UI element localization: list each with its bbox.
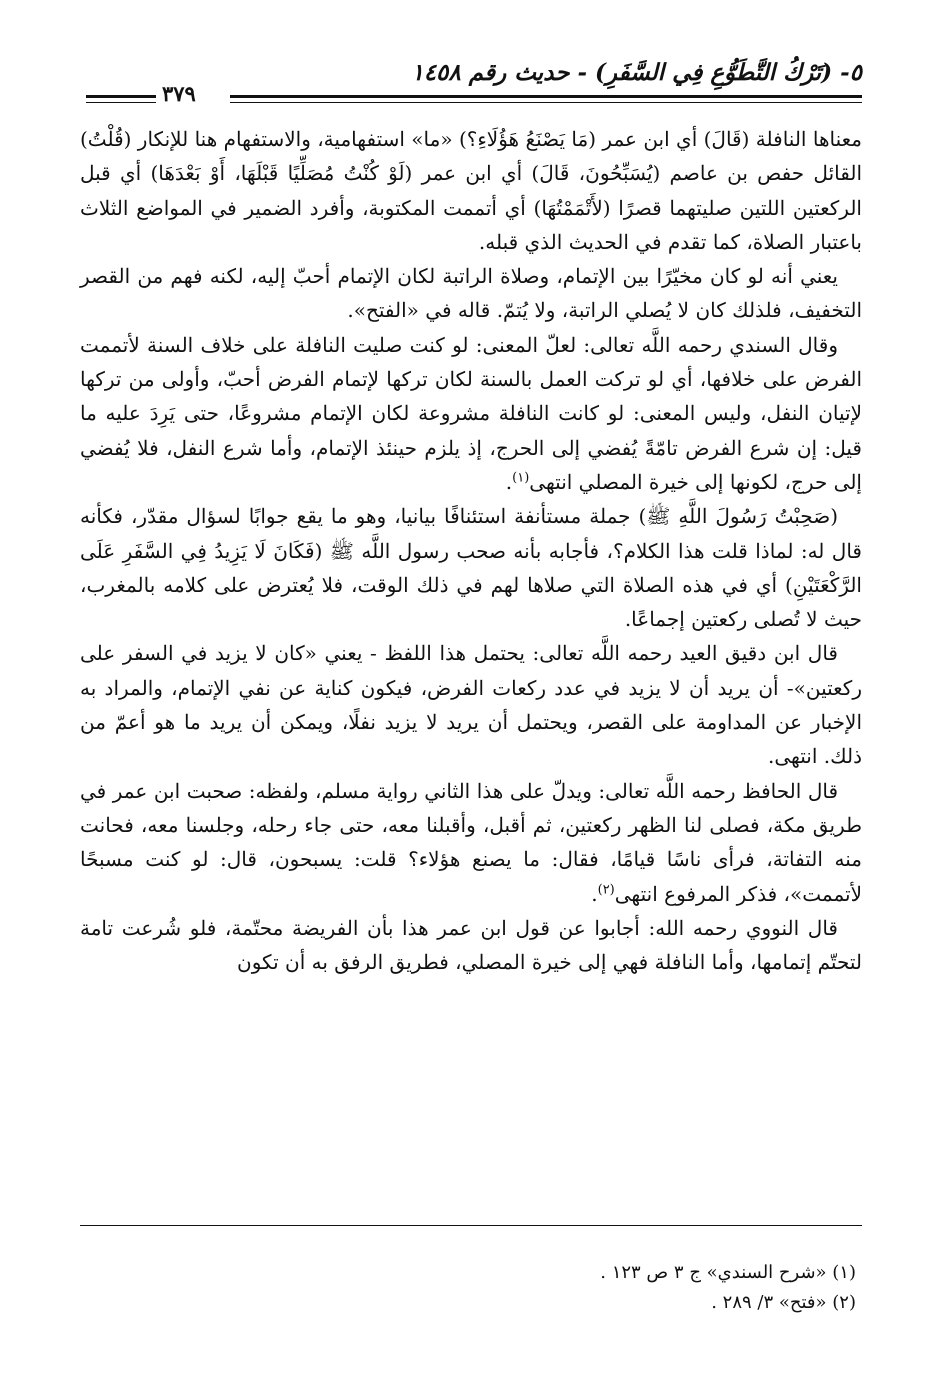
paragraph-text: وقال السندي رحمه اللَّه تعالى: لعلّ المعنى: لو كنت صليت النافلة على خلاف السنة لأتممت الفرض على خلافها، أي لو تركت العمل بالسنة لكان تركها لإتمام الفرض أحبّ، وأولى من تركها لإتيان النفل، وليس المعنى: لو كانت النافلة مشروعة لكان الإتمام مشروعًا، حتى يَرِدَ عليه ما قيل: إن شرع الفرض تامّةً يُفضي إلى الحرج، إذ يلزم حينئذ الإتمام، وأما شرع النفل، فلا يُفضي إلى حرج، لكونها إلى خيرة المصلي انتهى [80,332,862,494]
paragraph-text: قال الحافظ رحمه اللَّه تعالى: ويدلّ على هذا الثاني رواية مسلم، ولفظه: صحبت ابن عمر في طريق مكة، فصلى لنا الظهر ركعتين، ثم أقبل، وأقبلنا معه، حتى جاء رحله، وجلسنا معه، فحانت منه التفاتة، فرأى ناسًا قيامًا، فقال: ما يصنع هؤلاء؟ قلت: يسبحون، قال: لو كنت مسبحًا لأتممت»، فذكر المرفوع انتهى [80,778,862,906]
paragraph: معناها النافلة (قَالَ) أي ابن عمر (مَا يَصْنَعُ هَؤُلَاءِ؟) «ما» استفهامية، والاستفهام هنا للإنكار (قُلْتُ) القائل حفص بن عاصم (يُسَبِّحُونَ، قَالَ) أي ابن عمر (لَوْ كُنْتُ مُصَلِّيًا قَبْلَهَا، أَوْ بَعْدَهَا) أي قبل الركعتين اللتين صليتهما قصرًا (لأَتْمَمْتُهَا) أي أتممت المكتوبة، وأفرد الضمير في المواضع الثلاث باعتبار الصلاة، كما تقدم في الحديث الذي قبله. [80,127,862,254]
header-rule-short-thin [86,102,156,103]
page-number: ٣٧٩ [162,81,196,106]
header-rule-thin [230,102,862,103]
paragraph: قال النووي رحمه الله: أجابوا عن قول ابن عمر هذا بأن الفريضة محتّمة، فلو شُرعت تامة لتحتّم إتمامها، وأما النافلة فهي إلى خيرة المصلي، فطريق الرفق به أن تكون [80,915,862,975]
paragraph: قال الحافظ رحمه اللَّه تعالى: ويدلّ على هذا الثاني رواية مسلم، ولفظه: صحبت ابن عمر في طريق مكة، فصلى لنا الظهر ركعتين، ثم أقبل، وأقبلنا معه، حتى جاء رحله، وجلسنا معه، فحانت منه التفاتة، فرأى ناسًا قيامًا، فقال: ما يصنع هؤلاء؟ قلت: يسبحون، قال: لو كنت مسبحًا لأتممت»، فذكر المرفوع انتهى$^{(٢)}$. [80,778,862,906]
header-rule-short [86,95,156,98]
paragraph: قال ابن دقيق العيد رحمه اللَّه تعالى: يحتمل هذا اللفظ - يعني «كان لا يزيد في السفر على ركعتين»- أن يريد أن لا يزيد في عدد ركعات الفرض، فيكون كناية عن نفي الإتمام، والمراد به الإخبار عن المداومة على القصر، ويحتمل أن يريد لا يزيد نفلًا، ويمكن أن يريد ما هو أعمّ من ذلك. انتهى. [80,641,863,769]
footnote: (١) «شرح السندي» ج ٣ ص ١٢٣ . [600,1262,856,1283]
running-title: ٥- (تَرْكُ التَّطَوُّعِ فِي السَّفَرِ) - حديث رقم ١٤٥٨ [411,59,862,86]
footnote-mark: (٢) [597,881,615,897]
paragraph: (صَحِبْتُ رَسُولَ اللَّهِ ﷺ) جملة مستأنفة استئنافًا بيانيا، وهو ما يقع جوابًا لسؤال مقدّر، فكأنه قال له: لماذا قلت هذا الكلام؟، فأجابه بأنه صحب رسول اللَّه ﷺ (فَكَانَ لَا يَزِيدُ فِي السَّفَرِ عَلَى الرَّكْعَتَيْنِ) أي في هذه الصلاة التي صلاها لهم في ذلك الوقت، فلا يُعترض على كلامه بالمغرب، حيث لا تُصلى ركعتين إجماعًا. [80,504,862,632]
paragraph: وقال السندي رحمه اللَّه تعالى: لعلّ المعنى: لو كنت صليت النافلة على خلاف السنة لأتممت الفرض على خلافها، أي لو تركت العمل بالسنة لكان تركها لإتمام الفرض أحبّ، وأولى من تركها لإتيان النفل، وليس المعنى: لو كانت النافلة مشروعة لكان الإتمام مشروعًا، حتى يَرِدَ عليه ما قيل: إن شرع الفرض تامّةً يُفضي إلى الحرج، إذ يلزم حينئذ الإتمام، وأما شرع النفل، فلا يُفضي إلى حرج، لكونها إلى خيرة المصلي انتهى$^{(١)}$. [80,332,862,494]
footnote-separator [80,1225,862,1226]
book-page [80,0,862,1374]
footnote-mark: (١) [512,470,530,486]
footnote: (٢) «فتح» ٣/ ٢٨٩ . [711,1292,856,1313]
paragraph: يعني أنه لو كان مخيّرًا بين الإتمام، وصلاة الراتبة لكان الإتمام أحبّ إليه، لكنه فهم من القصر التخفيف، فلذلك كان لا يُصلي الراتبة، ولا يُتمّ. قاله في «الفتح». [80,264,862,323]
header-rule [230,95,862,98]
footnotes [80,1258,862,1318]
page-header [80,55,862,115]
main-text [80,122,862,979]
